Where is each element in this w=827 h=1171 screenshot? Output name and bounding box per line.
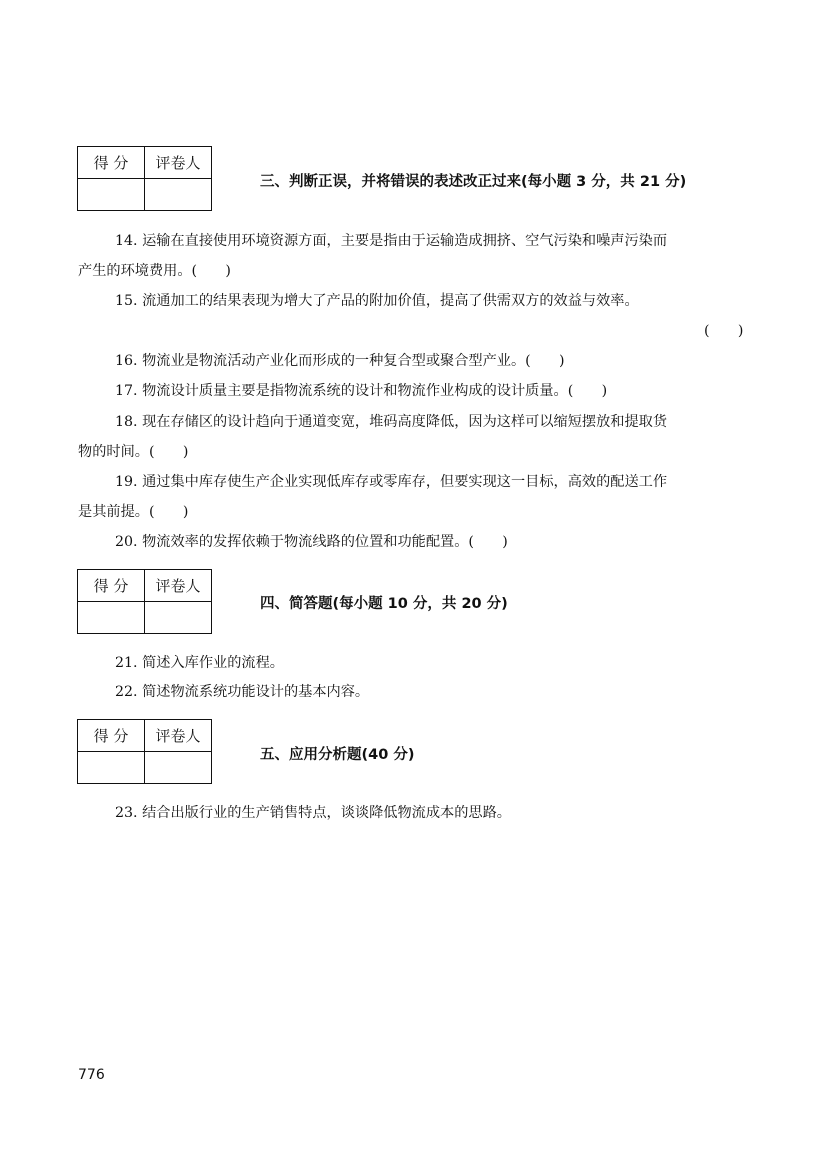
question-15-answer-paren: ( ) — [704, 323, 744, 339]
score-label: 得 分 — [78, 720, 145, 752]
grader-cell — [145, 179, 212, 211]
score-box-section-3 — [77, 146, 212, 211]
grader-label: 评卷人 — [145, 720, 212, 752]
section-5-title: 五、应用分析题(40 分) — [260, 747, 415, 763]
page-number: 776 — [78, 1067, 105, 1083]
question-18-line2: 物的时间。( ) — [78, 444, 189, 460]
question-22: 22. 简述物流系统功能设计的基本内容。 — [115, 684, 370, 700]
grader-cell — [145, 752, 212, 784]
question-17: 17. 物流设计质量主要是指物流系统的设计和物流作业构成的设计质量。( ) — [115, 383, 608, 399]
score-cell — [78, 602, 145, 634]
score-cell — [78, 752, 145, 784]
score-cell — [78, 179, 145, 211]
question-18-line1: 18. 现在存储区的设计趋向于通道变宽，堆码高度降低，因为这样可以缩短摆放和提取货 — [115, 414, 668, 430]
grader-label: 评卷人 — [145, 147, 212, 179]
grader-label: 评卷人 — [145, 570, 212, 602]
question-19-line2: 是其前提。( ) — [78, 504, 189, 520]
grader-cell — [145, 602, 212, 634]
score-label: 得 分 — [78, 147, 145, 179]
question-19-line1: 19. 通过集中库存使生产企业实现低库存或零库存，但要实现这一目标，高效的配送工作 — [115, 474, 668, 490]
score-box-section-5 — [77, 719, 212, 784]
question-14-line1: 14. 运输在直接使用环境资源方面，主要是指由于运输造成拥挤、空气污染和噪声污染而 — [115, 233, 668, 249]
question-15-line1: 15. 流通加工的结果表现为增大了产品的附加价值，提高了供需双方的效益与效率。 — [115, 293, 639, 309]
question-23: 23. 结合出版行业的生产销售特点，谈谈降低物流成本的思路。 — [115, 805, 511, 821]
question-21: 21. 简述入库作业的流程。 — [115, 655, 284, 671]
question-14-line2: 产生的环境费用。( ) — [78, 263, 231, 279]
score-box-section-4 — [77, 569, 212, 634]
question-16: 16. 物流业是物流活动产业化而形成的一种复合型或聚合型产业。( ) — [115, 353, 565, 369]
question-20: 20. 物流效率的发挥依赖于物流线路的位置和功能配置。( ) — [115, 534, 508, 550]
section-4-title: 四、简答题(每小题 10 分，共 20 分) — [260, 596, 508, 612]
section-3-title: 三、判断正误，并将错误的表述改正过来(每小题 3 分，共 21 分) — [260, 174, 687, 190]
score-label: 得 分 — [78, 570, 145, 602]
